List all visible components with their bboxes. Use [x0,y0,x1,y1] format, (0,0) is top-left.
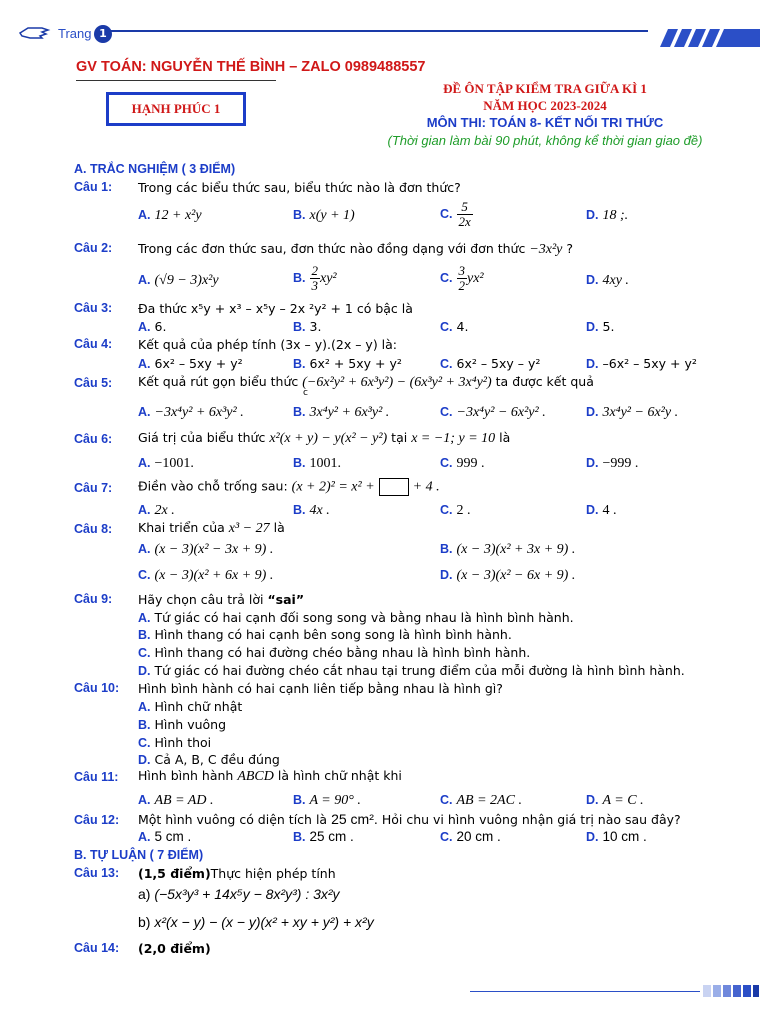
stray-mark: c [303,388,308,398]
question-label: Câu 5: [74,376,113,390]
option-c: C. 4. [440,319,469,334]
option-b: B. 25 cm . [293,829,354,844]
teacher-underline [76,80,276,81]
exam-title: ĐỀ ÔN TẬP KIỂM TRA GIỮA KÌ 1 [443,81,647,96]
option-b: B. 3x⁴y² + 6x³y² . [293,405,390,420]
option-c: C. Hình thang có hai đường chéo bằng nhau là hình bình hành. [138,645,531,660]
question-text: (1,5 điểm)Thực hiện phép tính [138,866,336,881]
section-a-heading: A. TRẮC NGHIỆM ( 3 ĐIỂM) [74,162,236,176]
question-text: Trong các đơn thức sau, đơn thức nào đồng dạng với đơn thức −3x²y ? [138,241,574,257]
option-c: C. 999 . [440,456,485,471]
teacher-info: GV TOÁN: NGUYỄN THẾ BÌNH – ZALO 0989488557 [76,59,426,75]
question-label: Câu 12: [74,813,120,827]
option-c: C. $\frac{5}{2x}$ [440,199,471,229]
option-b: B. Hình vuông [138,717,227,732]
option-c: C. 2 . [440,503,471,518]
part-a: a) (−5x³y³ + 14x⁵y − 8x²y³) : 3x²y [138,886,340,902]
option-d: D. 10 cm . [586,829,647,844]
question-label: Câu 11: [74,770,119,784]
exam-title-block [350,80,740,150]
option-a: A. −3x⁴y² + 6x³y² . [138,405,244,420]
time-note: (Thời gian làm bài 90 phút, không kể thời gian giao đề) [387,133,703,148]
question-label: Câu 9: [74,592,113,606]
question-label: Câu 1: [74,180,113,194]
question-label: Câu 8: [74,522,113,536]
option-d: D. Tứ giác có hai đường chéo cắt nhau tại trung điểm của mỗi đường là hình bình hành. [138,663,685,678]
school-year: NĂM HỌC 2023-2024 [483,98,607,113]
footer-blocks-icon [703,985,759,997]
pointing-hand-icon [18,24,52,42]
option-b: B. 3. [293,319,322,334]
question-label: Câu 6: [74,432,113,446]
option-a: A. −1001. [138,456,194,471]
question-text: Khai triển của x³ − 27 là [138,520,285,536]
option-a: A. Tứ giác có hai cạnh đối song song và bằng nhau là hình bình hành. [138,610,574,625]
header-stripes-icon [660,29,760,47]
option-d: D. 18 ;. [586,208,629,223]
option-c: C. (x − 3)(x² + 6x + 9) . [138,568,274,583]
option-d: D. 4 . [586,503,617,518]
question-text: Hãy chọn câu trả lời “sai” [138,592,305,607]
option-b: B. 1001. [293,456,341,471]
option-c: C. AB = 2AC . [440,793,522,808]
part-b: b) x²(x − y) − (x − y)(x² + xy + y²) + x²y [138,914,374,930]
option-b: B. 4x . [293,503,330,518]
option-c: C. 6x² – 5xy – y² [440,356,541,371]
option-a: A. 5 cm . [138,829,192,844]
question-text: Một hình vuông có diện tích là 25 cm². Hỏi chu vi hình vuông nhận giá trị nào sau đây? [138,811,681,827]
option-c: C. −3x⁴y² − 6x²y² . [440,405,546,420]
option-d: D. –6x² – 5xy + y² [586,356,697,371]
subject: MÔN THI: TOÁN 8- KẾT NỐI TRI THỨC [426,115,664,130]
question-text: Điền vào chỗ trống sau: (x + 2)² = x² + + 4 . [138,478,440,495]
option-c: C. 20 cm . [440,829,501,844]
question-label: Câu 2: [74,241,113,255]
school-name: HẠNH PHÚC 1 [131,101,221,116]
option-d: D. −999 . [586,456,639,471]
option-b: B. $\frac{2}{3}$ xy² [293,263,337,293]
question-label: Câu 14: [74,941,120,955]
answer-blank [379,478,409,496]
question-label: Câu 4: [74,337,113,351]
option-a: A. Hình chữ nhật [138,699,243,714]
question-text: Trong các biểu thức sau, biểu thức nào là đơn thức? [138,180,461,195]
option-a: A. 2x . [138,503,175,518]
option-b: B. (x − 3)(x² + 3x + 9) . [440,542,576,557]
question-label: Câu 7: [74,481,113,495]
option-d: D. (x − 3)(x² − 6x + 9) . [440,568,576,583]
option-d: D. 5. [586,319,615,334]
option-a: A. 12 + x²y [138,208,202,223]
question-label: Câu 13: [74,866,120,880]
question-text: Hình bình hành có hai cạnh liên tiếp bằng nhau là hình gì? [138,681,503,696]
page-number-badge: 1 [94,25,112,43]
option-a: A. (x − 3)(x² − 3x + 9) . [138,542,274,557]
option-b: B. 6x² + 5xy + y² [293,356,402,371]
question-text: Giá trị của biểu thức x²(x + y) − y(x² − y²) tại x = −1; y = 10 là [138,430,511,446]
option-d: D. 3x⁴y² − 6x²y . [586,405,679,420]
option-b: B. Hình thang có hai cạnh bên song song là hình bình hành. [138,627,512,642]
question-label: Câu 3: [74,301,113,315]
question-label: Câu 10: [74,681,120,695]
page-label: Trang [58,26,92,41]
option-b: B. x(y + 1) [293,208,355,223]
question-text: Đa thức x⁵y + x³ – x⁵y – 2x ²y² + 1 có bậc là [138,301,413,316]
footer-rule [470,991,700,992]
school-name-box [106,92,246,126]
header-rule [108,30,648,32]
question-points: (2,0 điểm) [138,941,211,956]
option-d: D. A = C . [586,793,644,808]
option-a: A. (√9 − 3)x²y [138,273,219,288]
question-text: Kết quả của phép tính (3x – y).(2x – y) là: [138,337,398,352]
option-a: A. 6. [138,319,167,334]
question-text: Kết quả rút gọn biểu thức (−6x²y² + 6x³y²) − (6x³y² + 3x⁴y²) ta được kết quả [138,374,594,390]
option-a: A. AB = AD . [138,793,214,808]
option-d: D. 4xy . [586,273,629,288]
option-a: A. 6x² – 5xy + y² [138,356,243,371]
option-c: C. $\frac{3}{2}$ yx² [440,263,484,293]
option-b: B. A = 90° . [293,793,361,808]
option-c: C. Hình thoi [138,735,212,750]
option-d: D. Cả A, B, C đều đúng [138,752,280,767]
section-b-heading: B. TỰ LUẬN ( 7 ĐIỂM) [74,848,204,862]
question-text: Hình bình hành ABCD là hình chữ nhật khi [138,768,402,784]
